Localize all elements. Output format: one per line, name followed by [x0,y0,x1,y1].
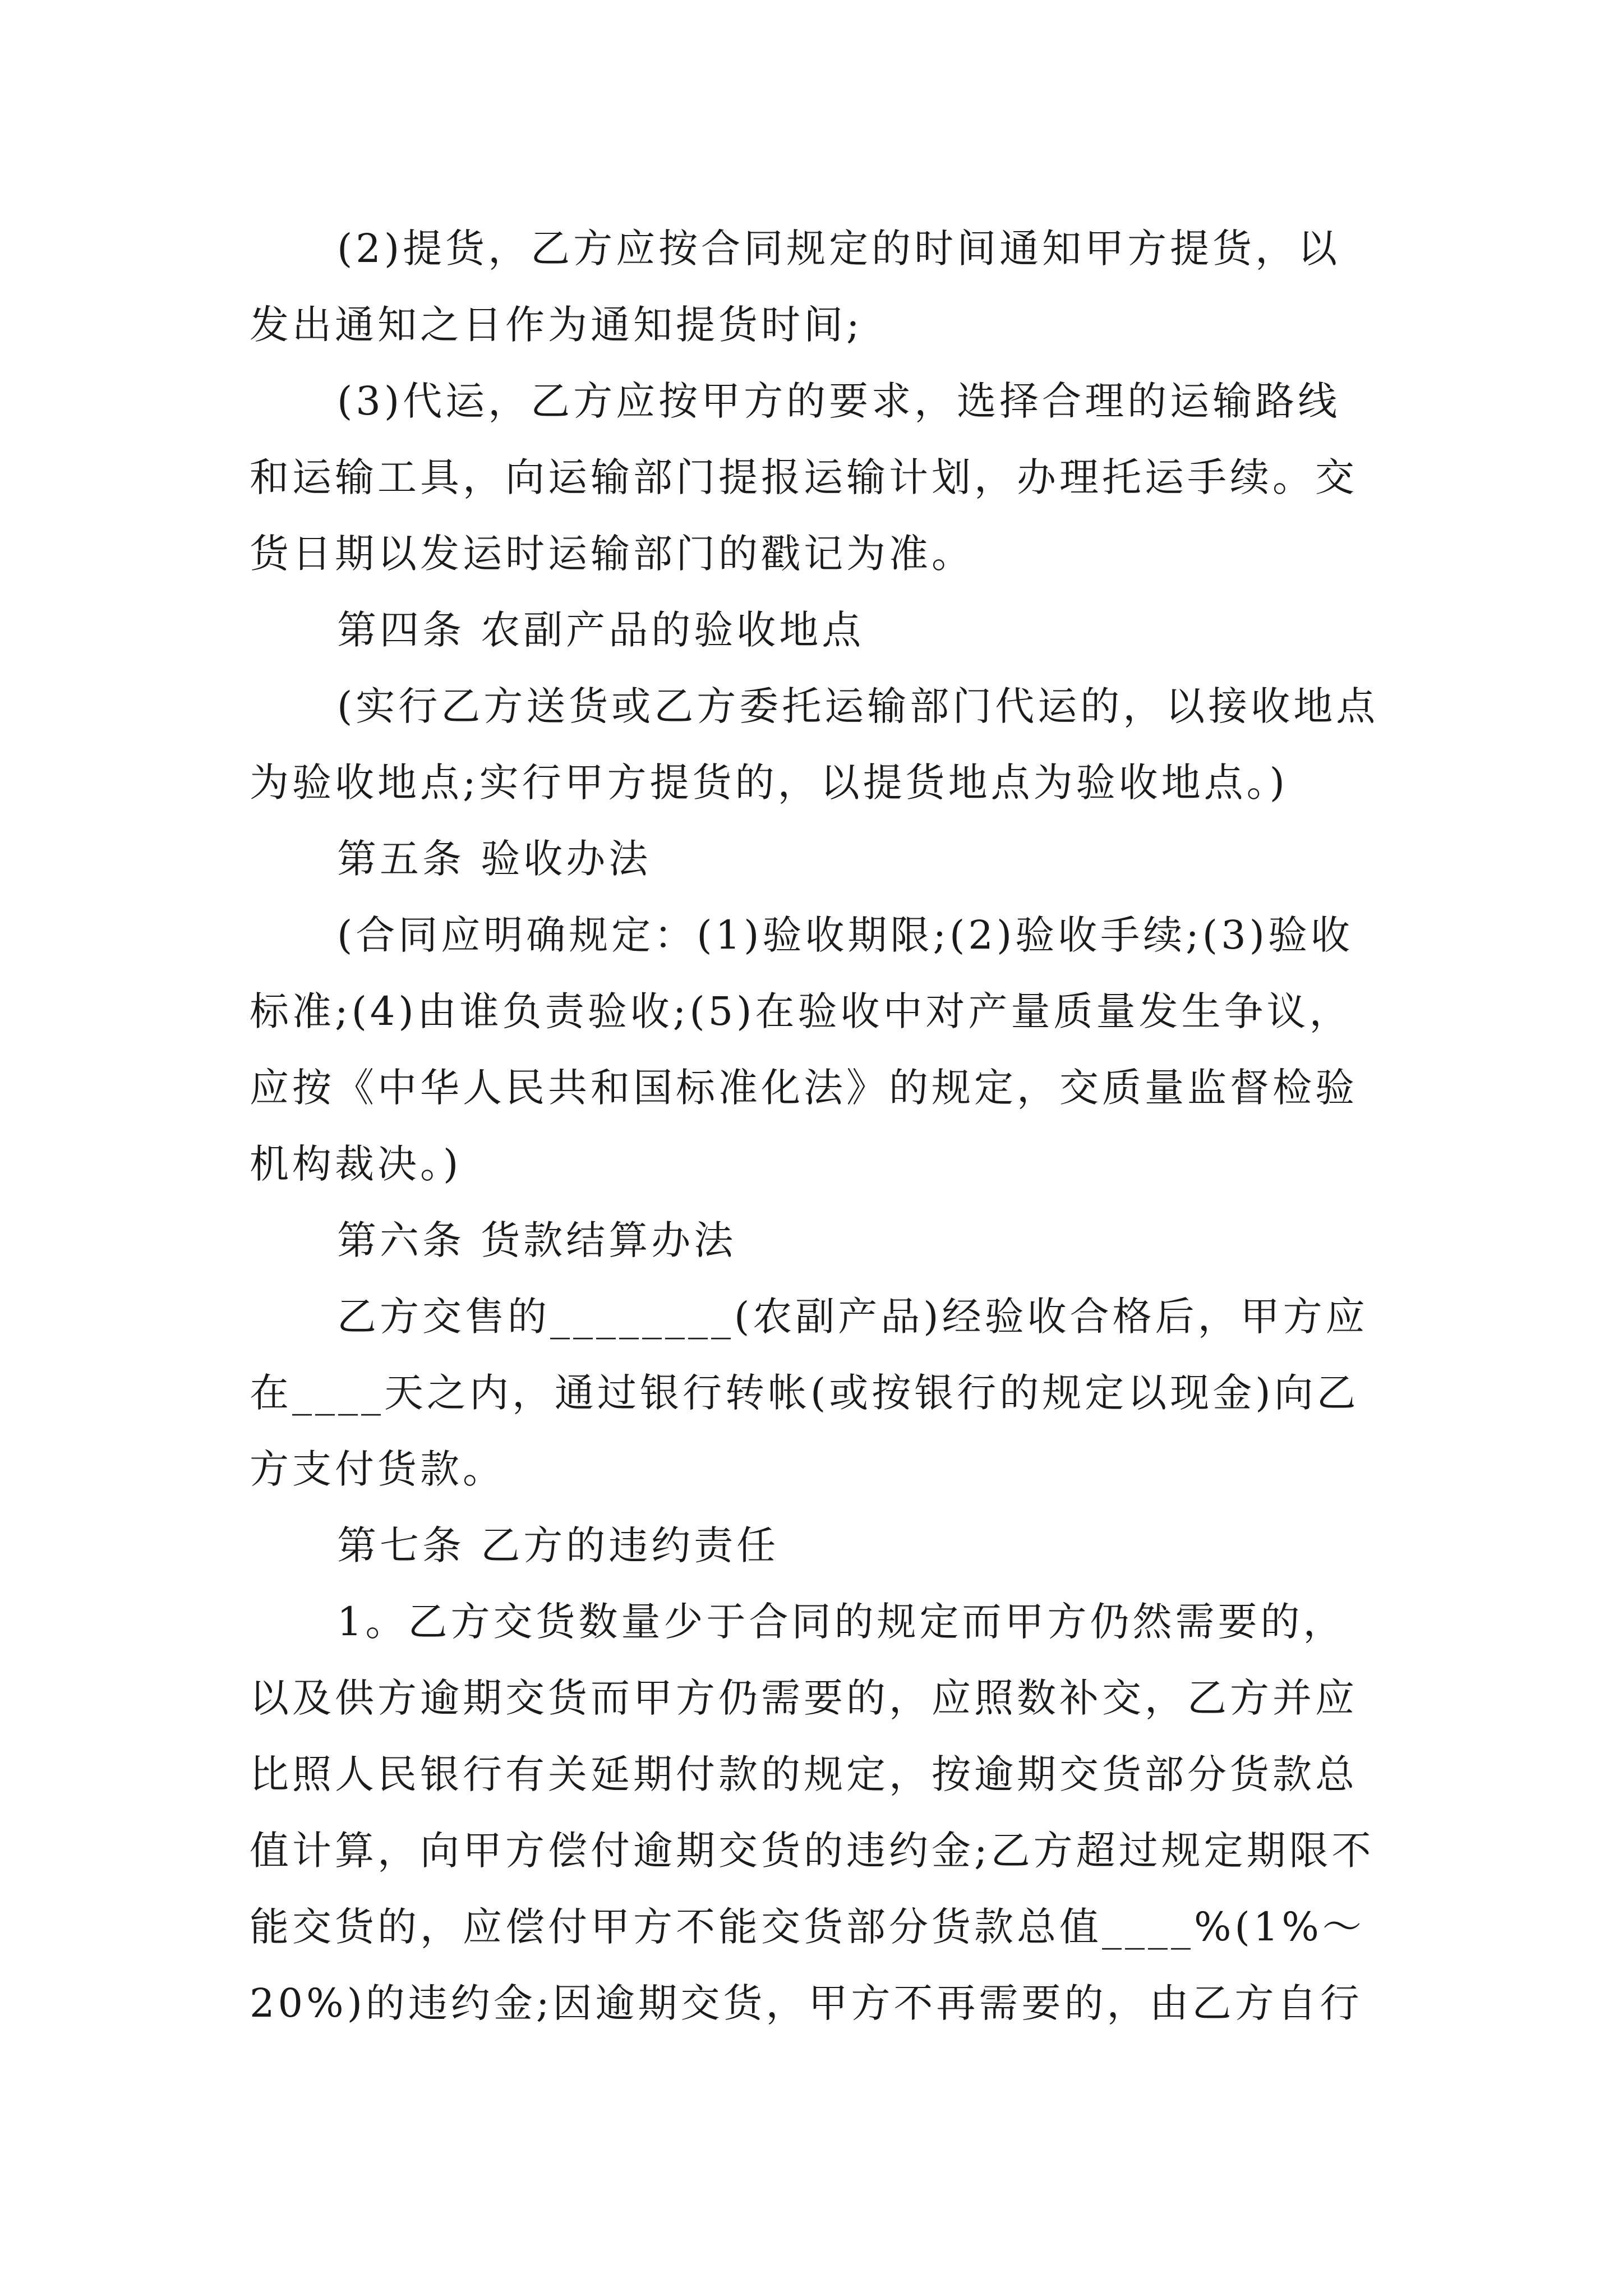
paragraph-inspection-method: (合同应明确规定：(1)验收期限;(2)验收手续;(3)验收标准;(4)由谁负责验收;(5)在验收中对产量质量发生争议，应按《中华人民共和国标准化法》的规定，交质量监督检验机构裁决。) [250,912,1358,1187]
paragraph-pickup: (2)提货，乙方应按合同规定的时间通知甲方提货，以发出通知之日作为通知提货时间; [250,226,1341,348]
paragraph-shipping-agent: (3)代运，乙方应按甲方的要求，选择合理的运输路线和运输工具，向运输部门提报运输计划，办理托运手续。交货日期以发运时运输部门的戳记为准。 [250,378,1358,577]
article-7-heading: 第七条 乙方的违约责任 [337,1522,780,1568]
document-body [250,210,1382,2041]
article-6-heading: 第六条 货款结算办法 [337,1217,737,1263]
paragraph-payment-settlement: 乙方交售的________(农副产品)经验收合格后，甲方应在____天之内，通过银行转帐(或按银行的规定以现金)向乙方支付货款。 [250,1294,1368,1492]
article-4-heading: 第四条 农副产品的验收地点 [337,607,865,653]
article-5-heading: 第五条 验收办法 [337,836,652,882]
paragraph-breach-liability: 1。乙方交货数量少于合同的规定而甲方仍然需要的，以及供方逾期交货而甲方仍需要的，应照数补交，乙方并应比照人民银行有关延期付款的规定，按逾期交货部分货款总值计算，向甲方偿付逾期交货的违约金;乙方超过规定期限不能交货的，应偿付甲方不能交货部分货款总值____%(1%～20%)的违约金;因逾期交货，甲方不再需要的，由乙方自行 [250,1599,1375,2026]
paragraph-inspection-location: (实行乙方送货或乙方委托运输部门代运的，以接收地点为验收地点;实行甲方提货的，以提货地点为验收地点。) [250,683,1379,806]
